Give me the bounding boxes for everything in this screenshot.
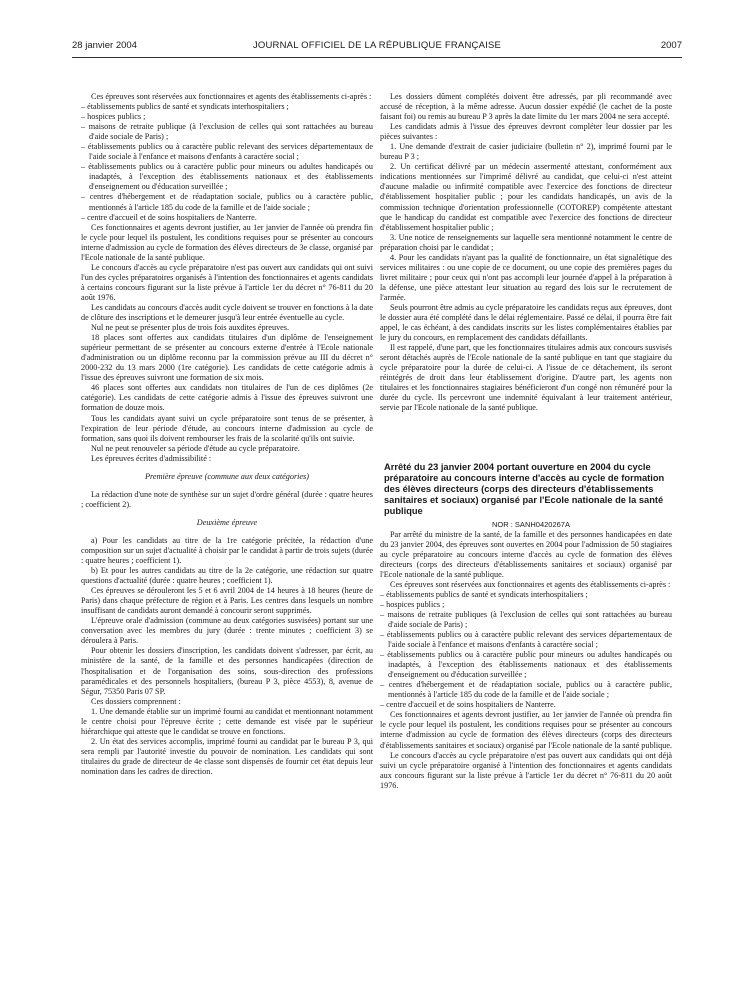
paragraph: Tous les candidats ayant suivi un cycle préparatoire sont tenus de se présenter, à l'expiration de leur période d'étude, au concours interne d'admission au cycle de formation, sans quoi ils doivent rembourser les frais de la scolarité qu'ils ont suivie. [81,413,373,443]
list-item: – maisons de retraite publiques (à l'exclusion de celles qui sont rattachées au bureau d'aide sociale de Paris) ; [380,610,672,630]
paragraph: Il est rappelé, d'une part, que les fonctionnaires titulaires admis aux concours susvisés seront détachés auprès de l'Ecole nationale de la santé publique en tant que stagiaire du cycle préparatoire pour la durée de celui-ci. A l'issue de ce détachement, ils seront réintégrés de droit dans leur établissement d'origine. D'autre part, les agents non titulaires et les fonctionnaires stagiaires bénéficieront d'un congé non rémunéré pour la durée du cycle. Ils percevront une indemnité équivalant à leur traitement antérieur, servie par l'Ecole nationale de la santé publique. [380,343,672,413]
list-item: – établissements publics de santé et syndicats interhospitaliers ; [380,590,672,600]
paragraph: Ces fonctionnaires et agents devront justifier, au 1er janvier de l'année où prendra fin le cycle pour lequel ils postulent, les conditions requises pour se présenter au concours interne d'admission au cycle de formation des élèves directeurs (corps des directeurs d'établissements sanitaires et sociaux) organisé par l'Ecole nationale de la santé publique. [380,710,672,750]
list-item: – établissements publics de santé et syndicats interhospitaliers ; [81,102,373,112]
issue-date: 28 janvier 2004 [72,40,137,51]
list-item: – hospices publics ; [380,600,672,610]
paragraph: Ces épreuves sont réservées aux fonctionnaires et agents des établissements ci-après : [390,579,671,589]
paragraph: Nul ne peut renouveler sa période d'étude au cycle préparatoire. [91,443,300,453]
paragraph: 1. Une demande établie sur un imprimé fourni au candidat et mentionnant notamment le centre choisi pour l'épreuve écrite ; cette demande est visée par le supérieur hiérarchique qui atteste que le candidat se trouve en fonctions. [81,706,373,736]
paragraph: 2. Un état des services accomplis, imprimé fourni au candidat par le bureau P 3, qui sera rempli par l'autorité investie du pouvoir de nomination. Les candidats qui sont titulaires du grade de directeur de 4e classe sont dispensés de fournir cet état depuis leur nomination dans les cadres de direction. [81,736,373,776]
intro-paragraph: Ces épreuves sont réservées aux fonctionnaires et agents des établissements ci-après : [91,92,372,101]
paragraph: Nul ne peut se présenter plus de trois fois auxdites épreuves. [91,323,290,333]
page-header [72,40,682,54]
paragraph: La rédaction d'une note de synthèse sur un sujet d'ordre général (durée : quatre heures ; coefficient 2). [81,489,373,509]
first-test-heading: Première épreuve (commune aux deux catégories) [145,471,309,481]
left-column [81,92,373,777]
paragraph: Le concours d'accès au cycle préparatoire n'est pas ouvert aux candidats qui ont suivi l'un des cycles préparatoires organisés à l'intention des fonctionnaires et agents candidats à certains concours figurant sur la liste prévue à l'article 1er du décret n° 76-811 du 20 août 1976. [81,262,373,302]
paragraph: Ces dossiers comprennent : [91,696,181,706]
paragraph: Ces épreuves se dérouleront les 5 et 6 avril 2004 de 14 heures à 18 heures (heure de Paris) dans chaque préfecture de région et à Paris. Les centres dans lesquels un nombre insuffisant de candidats auront demandé à concourir seront supprimés. [81,586,373,616]
page-number: 2007 [660,40,682,51]
right-column [380,92,672,791]
paragraph: b) Et pour les autres candidats au titre de la 2e catégorie, une rédaction sur quatre questions d'actualité (durée : quatre heures ; coefficient 1). [81,566,373,586]
paragraph: Pour obtenir les dossiers d'inscription, les candidats doivent s'adresser, par écrit, au ministère de la santé, de la famille et des personnes handicapées (direction de l'hospitalisation et de l'organisation des soins, sous-direction des professions paramédicales et des personnels hospitaliers, (bureau P 3, pièce 4553), 8, avenue de Ségur, 75350 Paris 07 SP. [81,646,373,696]
paragraph: Les candidats au concours d'accès audit cycle doivent se trouver en fonctions à la date de clôture des inscriptions et le demeurer jusqu'à leur entrée éventuelle au cycle. [81,302,374,323]
paragraph: 2. Un certificat délivré par un médecin assermenté attestant, conformément aux indications mentionnées sur l'imprimé délivré au candidat, que celui-ci n'est atteint d'aucune maladie ou infirmité compatible avec l'exercice des fonctions de directeur d'établissement hospitalier public ; pour les candidats handicapés, un avis de la commission technique d'orientation professionnelle (COTOREP) compétente attestant que le handicap du candidat est compatible avec l'exercice des fonctions de directeur d'établissement hospitalier public ; [380,162,672,232]
paragraph: 1. Une demande d'extrait de casier judiciaire (bulletin n° 2), imprimé fourni par le bureau P 3 ; [380,142,672,162]
nor-reference: NOR : SANH0420267A [492,519,570,529]
paragraph: Les dossiers dûment complétés doivent être adressés, par pli recommandé avec accusé de réception, à la même adresse. Aucun dossier expédié (le cachet de la poste faisant foi) ou remis au bureau P 3 après la date limite du 1er mars 2004 ne sera accepté. [380,92,672,122]
paragraph: 46 places sont offertes aux candidats non titulaires de l'un de ces diplômes (2e catégorie). Les candidats de cette catégorie admis à l'issue des épreuves suivront une formation de douze mois. [81,383,373,413]
list-item: – établissements publics ou à caractère public pour mineurs ou adultes handicapés ou inadaptés, à l'exception des établissements nationaux et des établissements d'enseignement ou d'éducation surveillée ; [380,650,672,680]
list-item: – centres d'hébergement et de réadaptation sociale, publics ou à caractère public, mentionnés à l'article 185 du code de la famille et de l'aide sociale ; [380,680,672,700]
list-item: – centre d'accueil et de soins hospitaliers de Nanterre. [81,213,373,223]
list-item: – maisons de retraite publique (à l'exclusion de celles qui sont rattachées au bureau d'aide sociale de Paris) ; [81,122,373,142]
header-rule [72,57,682,58]
paragraph: Ces fonctionnaires et agents devront justifier, au 1er janvier de l'année où prendra fin le cycle pour lequel ils postulent, les conditions requises pour se présenter au concours interne d'admission au cycle de formation des élèves directeurs de 3e classe, organisé par l'Ecole nationale de la santé publique. [81,222,373,262]
paragraph: 4. Pour les candidats n'ayant pas la qualité de fonctionnaire, un état signalétique des services militaires : ou une copie de ce document, ou une copie des premières pages du livret militaire ; pour ceux qui n'ont pas accompli leur journée d'appel à la préparation à la défense, une pièce attestant leur situation au regard des lois sur le recrutement de l'armée. [380,252,672,302]
list-item: – hospices publics ; [81,112,373,122]
list-item: – établissements publics ou à caractère public pour mineurs ou adultes handicapés ou inadaptés, à l'exception des établissements nationaux et des établissements d'enseignement ou d'éducation surveillée ; [81,162,373,192]
paragraph: Les candidats admis à l'issue des épreuves devront compléter leur dossier par les pièces suivantes : [380,122,672,142]
paragraph: Le concours d'accès au cycle préparatoire n'est pas ouvert aux candidats qui ont déjà suivi un cycle préparatoire organisé à l'intention des fonctionnaires et agents candidats aux concours figurant sur la liste prévue à l'article 1er du décret n° 76-811 du 20 août 1976. [380,750,672,790]
establishment-list [380,590,672,711]
establishment-list [81,102,373,223]
paragraph: L'épreuve orale d'admission (commune au deux catégories susvisées) portant sur une conversation avec les membres du jury (durée : trente minutes ; coefficient 3) se déroulera à Paris. [81,616,373,646]
paragraph: Les épreuves écrites d'admissibilité : [91,453,212,463]
paragraph: Par arrêté du ministre de la santé, de la famille et des personnes handicapées en date du 23 janvier 2004, des épreuves sont ouvertes en 2004 pour l'admission de 50 stagiaires au cycle préparatoire au concours interne d'accès au cycle de formation des élèves directeurs (corps des directeurs d'établissements sanitaires et sociaux) organisé par l'Ecole nationale de la santé publique. [380,529,672,579]
list-item: – centre d'accueil et de soins hospitaliers de Nanterre. [380,700,672,710]
list-item: – établissements publics ou à caractère public relevant des services départementaux de l'aide sociale à l'enfance et maisons d'enfants à caractère social ; [380,630,672,650]
list-item: – centres d'hébergement et de réadaptation sociale, publics ou à caractère public, mentionnés à l'article 185 du code de la famille et de l'aide sociale ; [81,192,373,212]
paragraph: 3. Une notice de renseignements sur laquelle sera mentionné notamment le centre de préparation choisi par le candidat ; [380,232,672,252]
second-test-heading: Deuxième épreuve [196,517,258,527]
paragraph: a) Pour les candidats au titre de la 1re catégorie précitée, la rédaction d'une composition sur un sujet d'actualité à choisir par le candidat à partir de trois sujets (durée : quatre heures ; coefficient 1). [81,535,373,566]
paragraph: Seuls pourront être admis au cycle préparatoire les candidats reçus aux épreuves, dont le dossier aura été complété dans le délai réglementaire. Passé ce délai, il pourra être fait appel, le cas échéant, à des candidats inscrits sur les listes complémentaires établies par le jury du concours, en remplacement des candidats défaillants. [380,302,672,343]
journal-title: JOURNAL OFFICIEL DE LA RÉPUBLIQUE FRANÇAISE [252,40,502,51]
paragraph: 18 places sont offertes aux candidats titulaires d'un diplôme de l'enseignement supérieur permettant de se présenter au concours externe d'entrée à l'Ecole nationale d'administration ou un diplôme reconnu par la commission prévue au III du décret n° 2000-232 du 13 mars 2000 (1re catégorie). Les candidats de cette catégorie admis à l'issue des épreuves suivront une formation de six mois. [81,333,373,383]
list-item: – établissements publics ou à caractère public relevant des services départementaux de l'aide sociale à l'enfance et maisons d'enfants à caractère social ; [81,142,373,162]
arrete-title: Arrêté du 23 janvier 2004 portant ouverture en 2004 du cycle préparatoire au concours interne d'accès au cycle de formation des élèves directeurs (corps des directeurs d'établissements sanitaires et sociaux) organisé par l'Ecole nationale de la santé publique [384,461,665,516]
